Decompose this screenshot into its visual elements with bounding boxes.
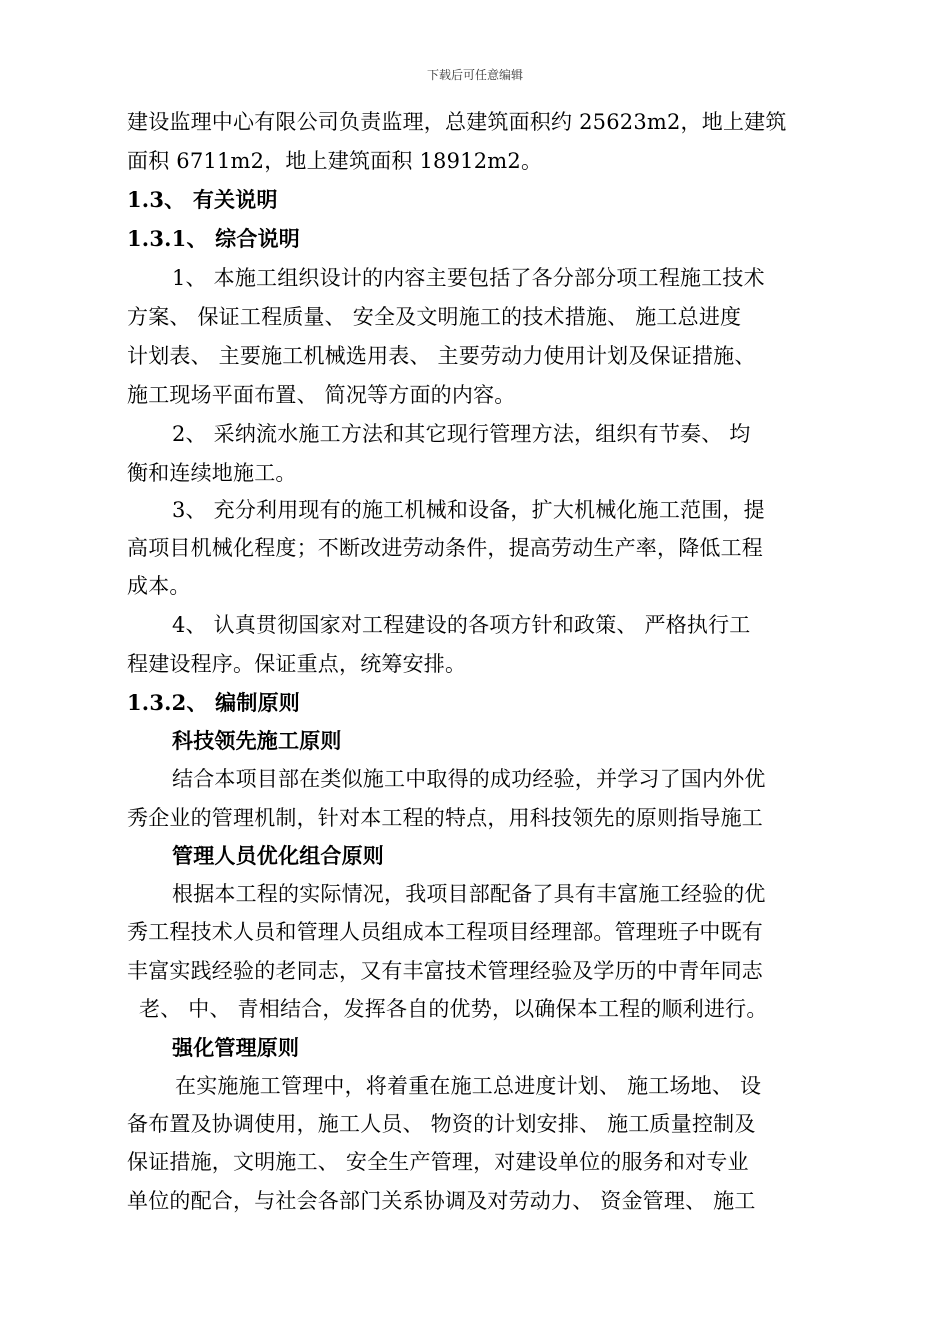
paragraph-line: 老、 中、 青相结合，发挥各自的优势，以确保本工程的顺利进行。 [139,997,768,1021]
paragraph-line: 3、 充分利用现有的施工机械和设备，扩大机械化施工范围，提 [172,498,765,522]
paragraph-line: 秀工程技术人员和管理人员组成本工程项目经理部。管理班子中既有 [127,920,763,944]
paragraph-line: 4、 认真贯彻国家对工程建设的各项方针和政策、 严格执行工 [172,613,751,637]
paragraph-line: 秀企业的管理机制，针对本工程的特点，用科技领先的原则指导施工 [127,806,763,830]
paragraph-line: 2、 采纳流水施工方法和其它现行管理方法，组织有节奏、 均 [172,422,751,446]
paragraph-line: 保证措施，文明施工、 安全生产管理，对建设单位的服务和对专业 [127,1150,749,1174]
paragraph-line: 在实施施工管理中，将着重在施工总进度计划、 施工场地、 设 [175,1074,762,1098]
paragraph-line: 高项目机械化程度；不断改进劳动条件，提高劳动生产率，降低工程 [127,536,763,560]
paragraph-line: 1、 本施工组织设计的内容主要包括了各分部分项工程施工技术 [172,266,765,290]
paragraph-line: 备布置及协调使用，施工人员、 物资的计划安排、 施工质量控制及 [127,1112,756,1136]
paragraph-line: 成本。 [127,574,191,598]
paragraph-line: 方案、 保证工程质量、 安全及文明施工的技术措施、 施工总进度 [127,305,742,329]
section-heading: 1.3、 有关说明 [127,187,278,212]
principle-heading: 管理人员优化组合原则 [172,843,384,868]
subsection-heading: 1.3.1、 综合说明 [127,226,300,251]
paragraph-line: 面积 6711m2，地上建筑面积 18912m2。 [127,149,543,173]
principle-heading: 科技领先施工原则 [172,728,342,753]
paragraph-line: 结合本项目部在类似施工中取得的成功经验，并学习了国内外优 [172,767,766,791]
paragraph-line: 衡和连续地施工。 [127,461,297,485]
page-header: 下载后可任意编辑 [426,68,523,82]
paragraph-line: 施工现场平面布置、 简况等方面的内容。 [127,383,516,407]
paragraph-line: 根据本工程的实际情况，我项目部配备了具有丰富施工经验的优 [172,882,766,906]
paragraph-line: 丰富实践经验的老同志，又有丰富技术管理经验及学历的中青年同志 [127,959,763,983]
paragraph-line: 建设监理中心有限公司负责监理，总建筑面积约 25623m2，地上建筑 [127,110,787,134]
subsection-heading: 1.3.2、 编制原则 [127,690,300,715]
paragraph-line: 程建设程序。保证重点，统筹安排。 [127,652,467,676]
paragraph-line: 单位的配合，与社会各部门关系协调及对劳动力、 资金管理、 施工 [127,1189,756,1213]
paragraph-line: 计划表、 主要施工机械选用表、 主要劳动力使用计划及保证措施、 [127,344,756,368]
principle-heading: 强化管理原则 [172,1035,300,1060]
